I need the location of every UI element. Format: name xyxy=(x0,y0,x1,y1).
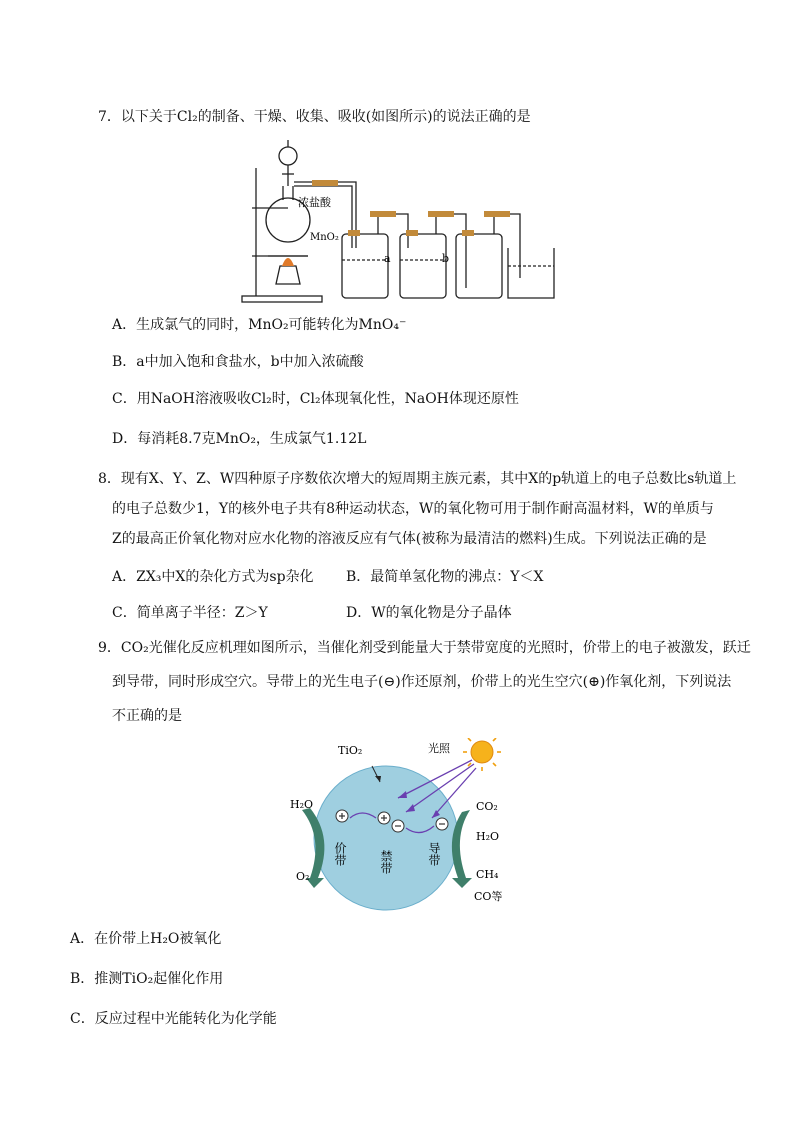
label-h2o-left: H₂O xyxy=(290,798,314,811)
q7-option-a: A．生成氯气的同时，MnO₂可能转化为MnO₄⁻ xyxy=(112,317,407,333)
label-co: CO等 xyxy=(474,890,503,903)
q7-option-d: D．每消耗8.7克MnO₂，生成氯气1.12L xyxy=(112,431,367,447)
q9-stem-line-1: 9．CO₂光催化反应机理如图所示，当催化剂受到能量大于禁带宽度的光照时，价带上的电子被激发，跃迁 xyxy=(98,640,751,656)
q9-option-b: B．推测TiO₂起催化作用 xyxy=(70,971,224,987)
q8-stem-line-3: Z的最高正价氧化物对应水化物的溶液反应有气体(被称为最清洁的燃料)生成。下列说法正确的是 xyxy=(112,531,707,547)
label-light: 光照 xyxy=(428,742,450,755)
label-o2: O₂ xyxy=(296,870,310,883)
tio2-photocatalysis-figure xyxy=(280,738,520,914)
q8-stem-line-2: 的电子总数少1，Y的核外电子共有8种运动状态，W的氧化物可用于制作耐高温材料，W的单质与 xyxy=(112,501,714,517)
label-tio2: TiO₂ xyxy=(338,744,363,757)
q9-option-c: C．反应过程中光能转化为化学能 xyxy=(70,1011,277,1027)
label-h2o-right: H₂O xyxy=(476,830,500,843)
q9-stem-line-3: 不正确的是 xyxy=(112,708,182,724)
q8-option-c: C．简单离子半径：Z＞Y xyxy=(112,605,268,621)
chlorine-apparatus-figure xyxy=(238,138,558,308)
label-b: b xyxy=(442,252,450,265)
q8-stem-line-1: 8．现有X、Y、Z、W四种原子序数依次增大的短周期主族元素，其中X的p轨道上的电子总数比s轨道上 xyxy=(98,471,737,487)
label-mno2: MnO₂ xyxy=(310,232,339,243)
label-ch4: CH₄ xyxy=(476,868,499,881)
label-conc-hcl: 浓盐酸 xyxy=(298,196,331,209)
q9-stem-line-2: 到导带，同时形成空穴。导带上的光生电子(⊖)作还原剂，价带上的光生空穴(⊕)作氧化剂，下列说法 xyxy=(112,674,732,690)
sun-icon xyxy=(463,738,501,771)
q9-option-a: A．在价带上H₂O被氧化 xyxy=(70,931,222,947)
label-a: a xyxy=(384,252,391,265)
q7-stem: 7．以下关于Cl₂的制备、干燥、收集、吸收(如图所示)的说法正确的是 xyxy=(98,109,531,125)
q8-option-b: B．最简单氢化物的沸点：Y＜X xyxy=(346,569,544,585)
q7-option-b: B．a中加入饱和食盐水，b中加入浓硫酸 xyxy=(112,354,364,370)
label-band-gap: 禁带 xyxy=(379,850,393,874)
q8-option-a: A．ZX₃中X的杂化方式为sp杂化 xyxy=(112,569,314,585)
q7-option-c: C．用NaOH溶液吸收Cl₂时，Cl₂体现氧化性，NaOH体现还原性 xyxy=(112,391,519,407)
label-conduction-band: 导带 xyxy=(427,842,441,866)
label-co2: CO₂ xyxy=(476,800,498,813)
q8-option-d: D．W的氧化物是分子晶体 xyxy=(346,605,512,621)
label-valence-band: 价带 xyxy=(333,842,347,866)
